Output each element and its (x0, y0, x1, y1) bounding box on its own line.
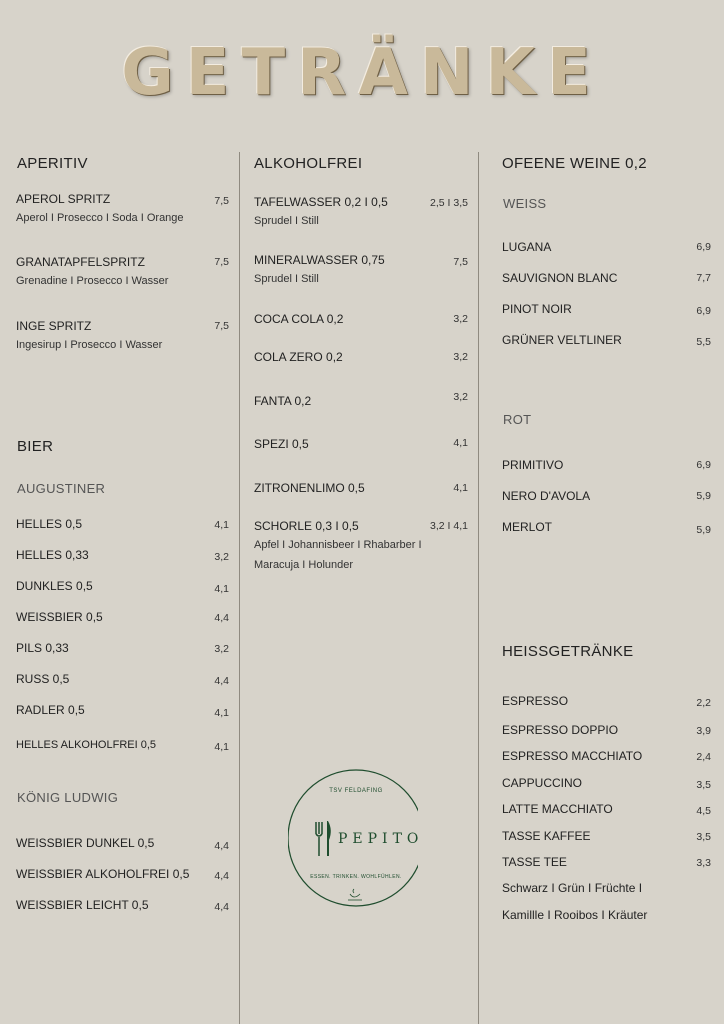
item-price: 3,2 (453, 391, 468, 403)
item-description: Ingesirup I Prosecco I Wasser (16, 339, 163, 351)
cup-icon (348, 889, 362, 900)
menu-item: SAUVIGNON BLANC (502, 271, 618, 285)
item-price: 4,4 (214, 840, 229, 852)
item-description: Schwarz I Grün I Früchte I (502, 881, 643, 895)
item-name: GRANATAPFELSPRITZ (16, 255, 145, 269)
item-price: 3,5 (696, 779, 711, 791)
item-price: 7,5 (453, 256, 468, 268)
item-price: 4,4 (214, 612, 229, 624)
item-price: 4,4 (214, 901, 229, 913)
item-price: 3,3 (696, 857, 711, 869)
menu-item: WEISSBIER LEICHT 0,5 (16, 898, 149, 912)
menu-item (16, 319, 162, 355)
item-price: 5,9 (696, 490, 711, 502)
item-price: 3,2 (453, 313, 468, 325)
menu-item: PINOT NOIR (502, 302, 572, 316)
item-price: 4,1 (214, 707, 229, 719)
item-description: Apfel I Johannisbeer I Rhabarber I (254, 539, 422, 551)
logo-top-text: TSV FELDAFING (329, 788, 383, 794)
menu-item: LATTE MACCHIATO (502, 802, 613, 816)
item-name: INGE SPRITZ (16, 319, 92, 333)
menu-item: GRÜNER VELTLINER (502, 333, 622, 347)
menu-item: ESPRESSO MACCHIATO (502, 749, 643, 763)
item-price: 5,9 (696, 524, 711, 536)
item-price: 3,2 (214, 551, 229, 563)
item-name: MINERALWASSER 0,75 (254, 253, 385, 267)
item-price: 4,1 (453, 482, 468, 494)
section-title-aperitiv: APERITIV (17, 155, 88, 172)
menu-title: GETRÄNKE (121, 36, 603, 110)
item-price: 4,4 (214, 870, 229, 882)
item-price: 3,2 I 4,1 (430, 520, 468, 532)
menu-item (254, 253, 385, 289)
column-divider-left (239, 152, 240, 1024)
menu-item: HELLES 0,33 (16, 548, 89, 562)
section-title-bier: BIER (17, 438, 54, 455)
menu-item: TASSE KAFFEE (502, 829, 591, 843)
knife-icon (327, 821, 331, 856)
item-description: Sprudel I Still (254, 215, 319, 227)
item-price: 4,1 (214, 519, 229, 531)
menu-item: SPEZI 0,5 (254, 437, 309, 451)
menu-item (254, 195, 388, 231)
item-price: 4,5 (696, 805, 711, 817)
item-description: Sprudel I Still (254, 273, 319, 285)
section-title-weine: OFEENE WEINE 0,2 (502, 155, 647, 172)
menu-item: ZITRONENLIMO 0,5 (254, 481, 365, 495)
menu-item: COCA COLA 0,2 (254, 312, 344, 326)
item-price: 7,5 (214, 320, 229, 332)
item-description: Aperol I Prosecco I Soda I Orange (16, 212, 184, 224)
logo-bottom-text: ESSEN. TRINKEN. WOHLFÜHLEN. (310, 874, 402, 880)
menu-item: RADLER 0,5 (16, 703, 85, 717)
subsection-title-weiss: WEISS (503, 196, 547, 211)
menu-item: RUSS 0,5 (16, 672, 70, 686)
item-price: 4,4 (214, 675, 229, 687)
item-price: 4,1 (214, 741, 229, 753)
menu-item: HELLES ALKOHOLFREI 0,5 (16, 739, 157, 751)
subsection-title-augustiner: AUGUSTINER (17, 481, 106, 496)
item-price: 3,2 (214, 643, 229, 655)
menu-item: MERLOT (502, 520, 553, 534)
menu-item (16, 192, 184, 228)
item-description: Maracuja I Holunder (254, 559, 354, 571)
item-price: 6,9 (696, 459, 711, 471)
item-price: 3,5 (696, 831, 711, 843)
item-description: Grenadine I Prosecco I Wasser (16, 275, 169, 287)
logo-name: PEPITO (338, 831, 424, 847)
menu-item (16, 255, 168, 291)
subsection-title-rot: ROT (503, 412, 532, 427)
item-name: TAFELWASSER 0,2 I 0,5 (254, 195, 388, 209)
item-price: 2,5 I 3,5 (430, 197, 468, 209)
item-price: 4,1 (453, 437, 468, 449)
menu-item: ESPRESSO (502, 694, 569, 708)
section-title-heissgetraenke: HEISSGETRÄNKE (502, 643, 634, 660)
menu-item: CAPPUCCINO (502, 776, 583, 790)
menu-item (254, 519, 422, 575)
item-description: Kamillle I Rooibos I Kräuter (502, 908, 648, 922)
menu-item: TASSE TEE (502, 855, 567, 869)
item-price: 2,4 (696, 751, 711, 763)
item-price: 3,9 (696, 725, 711, 737)
pepito-logo (288, 768, 424, 908)
menu-item: LUGANA (502, 240, 552, 254)
column-divider-right (478, 152, 479, 1024)
fork-icon (316, 822, 322, 856)
item-price: 5,5 (696, 336, 711, 348)
item-name: SCHORLE 0,3 I 0,5 (254, 519, 359, 533)
item-name: APEROL SPRITZ (16, 192, 111, 206)
menu-item: DUNKLES 0,5 (16, 579, 93, 593)
menu-item: ESPRESSO DOPPIO (502, 723, 619, 737)
menu-item: HELLES 0,5 (16, 517, 83, 531)
menu-item: COLA ZERO 0,2 (254, 350, 343, 364)
item-price: 7,5 (214, 195, 229, 207)
item-price: 2,2 (696, 697, 711, 709)
menu-item: PRIMITIVO (502, 458, 564, 472)
subsection-title-koenig-ludwig: KÖNIG LUDWIG (17, 790, 119, 805)
section-title-alkoholfrei: ALKOHOLFREI (254, 155, 363, 172)
menu-item: WEISSBIER 0,5 (16, 610, 103, 624)
item-price: 6,9 (696, 241, 711, 253)
menu-item: PILS 0,33 (16, 641, 69, 655)
item-price: 7,5 (214, 256, 229, 268)
item-price: 4,1 (214, 583, 229, 595)
item-price: 7,7 (696, 272, 711, 284)
item-price: 6,9 (696, 305, 711, 317)
item-price: 3,2 (453, 351, 468, 363)
menu-item: NERO D'AVOLA (502, 489, 591, 503)
menu-item: WEISSBIER ALKOHOLFREI 0,5 (16, 867, 190, 881)
menu-item: FANTA 0,2 (254, 394, 312, 408)
menu-item: WEISSBIER DUNKEL 0,5 (16, 836, 155, 850)
